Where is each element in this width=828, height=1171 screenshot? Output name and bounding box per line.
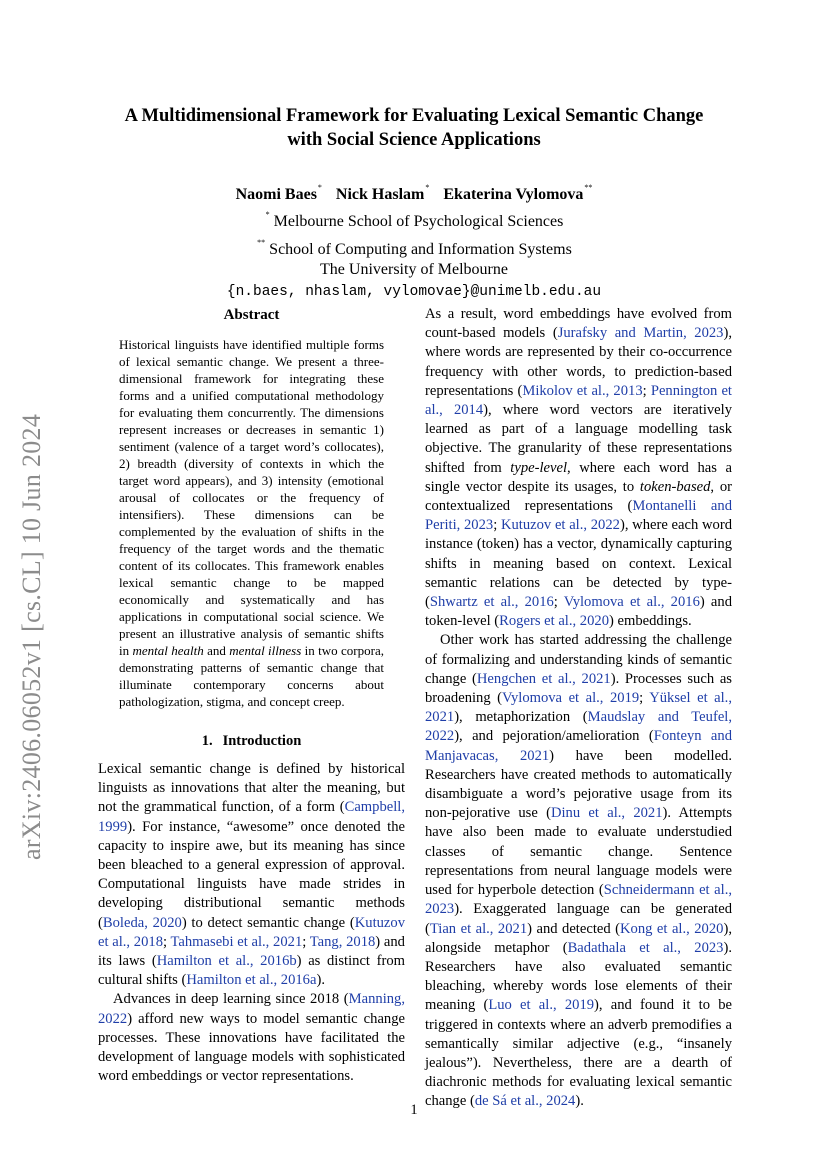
citation-link[interactable]: Kutuzov et al., 2018 [98, 914, 405, 950]
citation-link[interactable]: Mikolov et al., 2013 [522, 382, 643, 399]
body-paragraph [98, 760, 405, 990]
text-run: ), and pejoration/amelioration ( [454, 728, 654, 745]
text-run: ). For instance, “awesome” once denoted the capacity to inspire awe, but its meaning has since been bleached to a general expression of approval. Computational linguists have made strides in developing distributional semantic methods ( [98, 818, 405, 931]
citation-link[interactable]: Tian et al., 2021 [429, 920, 528, 937]
section-heading [98, 731, 405, 751]
citation-link[interactable]: Rogers et al., 2020 [499, 613, 609, 630]
citation-link[interactable]: Manning, 2022 [98, 991, 405, 1027]
body-paragraph [425, 305, 732, 631]
text-run: ; [163, 933, 171, 950]
arxiv-identifier[interactable]: arXiv:2406.06052v1 [cs.CL] 10 Jun 2024 [17, 413, 46, 860]
text-run: ), where word vectors are iteratively learned as part of a language modelling task objective. The granularity of these representations shifted from [425, 402, 732, 476]
text-run: As a result, word embeddings have evolved from count-based models ( [425, 306, 732, 342]
text-run: and [203, 643, 230, 658]
text-run: ; [642, 382, 651, 399]
citation-link[interactable]: de Sá et al., 2024 [474, 1093, 576, 1110]
abstract-text [119, 336, 384, 710]
citation-link[interactable]: Dinu et al., 2021 [550, 805, 663, 822]
text-run: ) embeddings. [609, 613, 692, 630]
citation-link[interactable]: Vylomova et al., 2019 [502, 690, 640, 707]
citation-link[interactable]: Yüksel et al., 2021 [425, 690, 732, 726]
author-name: Ekaterina Vylomova [443, 186, 584, 203]
introduction-body-left [98, 760, 405, 1086]
text-run: ), alongside metaphor ( [425, 920, 732, 956]
text-run: ). Exaggerated language can be generated ( [425, 901, 732, 937]
text-run: ) as distinct from cultural shifts ( [98, 953, 405, 989]
text-run: Historical linguists have identified multiple forms of lexical semantic change. We present a three-dimensional framework for integrating these forms and a unified computational methodology for evaluating them concurrently. The dimensions represent increases or decreases in semantic 1) sentiment (valence of a target word’s collocates), 2) breadth (diversity of contexts in which the target word appears), and 3) intensity (emotional arousal of collocates or the frequency of intensifiers). These dimensions can be complemented by the evaluation of shifts in the frequency of the target words and the thematic content of its collocates. This framework enables lexical semantic change to be mapped economically and systematically and has applications in computational social science. We present an illustrative analysis of semantic shifts in [119, 337, 384, 658]
text-run: ) and its laws ( [98, 933, 405, 970]
text-run: Lexical semantic change is defined by historical linguists as innovations that alter the meaning, but not the grammatical function, of a form ( [98, 761, 405, 816]
emphasized-text: mental health [132, 643, 204, 658]
affiliation-text: School of Computing and Information Systems [269, 240, 572, 258]
text-run: ; [302, 933, 310, 950]
paper-header [80, 104, 748, 302]
text-run: ). Processes such as broadening ( [425, 670, 732, 707]
emphasized-text: token-based [639, 478, 711, 495]
text-run: ), where each word instance (token) has a vector, dynamically capturing shifts in meaning based on context. Lexical semantic relations can be detected by type- ( [425, 517, 733, 611]
citation-link[interactable]: Boleda, 2020 [102, 914, 182, 931]
text-run: Advances in deep learning since 2018 ( [113, 991, 349, 1008]
citation-link[interactable]: Kong et al., 2020 [620, 920, 724, 937]
text-run: , where each word has a single vector despite its usages, to [425, 459, 732, 495]
citation-link[interactable]: Vylomova et al., 2016 [563, 594, 700, 611]
affiliation-text: Melbourne School of Psychological Sciences [273, 213, 564, 230]
citation-link[interactable]: Shwartz et al., 2016 [429, 594, 554, 611]
citation-link[interactable]: Kutuzov et al., 2022 [500, 517, 620, 534]
citation-link[interactable]: Hamilton et al., 2016a [186, 972, 317, 989]
emphasized-text: type-level [510, 459, 568, 476]
affiliation-line [80, 233, 748, 261]
citation-link[interactable]: Maudslay and Teufel, 2022 [425, 709, 732, 745]
section-number: 1. [201, 733, 213, 749]
text-run: Other work has started addressing the challenge of formalizing and understanding kinds of semantic change ( [425, 632, 732, 687]
author-name: Naomi Baes [235, 186, 317, 203]
citation-link[interactable]: Pennington et al., 2014 [425, 382, 732, 419]
citation-link[interactable]: Schneidermann et al., 2023 [425, 882, 733, 918]
text-run: ) and detected ( [527, 920, 620, 937]
text-run: ) and token-level ( [425, 594, 732, 630]
affiliation-mark: * [265, 210, 270, 219]
title-line-1: A Multidimensional Framework for Evaluating Lexical Semantic Change [124, 106, 704, 126]
author-affiliation-mark: * [425, 183, 430, 192]
affiliation-line [80, 205, 748, 233]
page-number: 1 [410, 1102, 418, 1118]
citation-link[interactable]: Badathala et al., 2023 [567, 939, 724, 956]
text-run: ) have been modelled. Researchers have created methods to automatically disambiguate a word’s pejorative usage from its non-pejorative use ( [425, 747, 732, 822]
introduction-body-right [425, 305, 732, 1112]
text-run: , or contextualized representations ( [425, 478, 732, 515]
text-run: ) to detect semantic change ( [181, 914, 355, 931]
author-affiliation-mark: ** [584, 183, 593, 192]
abstract-heading: Abstract [223, 307, 280, 323]
text-run: ) afford new ways to model semantic change processes. These innovations have facilitated the development of language models with sophisticated word embeddings or vector representations. [98, 1010, 405, 1085]
citation-link[interactable]: Tang, 2018 [309, 933, 376, 950]
text-run: ; [553, 594, 564, 611]
citation-link[interactable]: Hamilton et al., 2016b [156, 953, 297, 970]
paper-title [80, 104, 748, 152]
affiliation-line [80, 260, 748, 281]
text-run: in two corpora, demonstrating patterns of semantic change that illuminate contemporary concerns about pathologization, stigma, and concept creep. [119, 643, 384, 709]
citation-link[interactable]: Tahmasebi et al., 2021 [170, 933, 303, 950]
citation-link[interactable]: Fonteyn and Manjavacas, 2021 [425, 728, 732, 764]
section-title: Introduction [222, 733, 302, 749]
citation-link[interactable]: Luo et al., 2019 [488, 997, 595, 1014]
text-run: ). Researchers have also evaluated semantic bleaching, whereby words lose elements of their meaning ( [425, 939, 732, 1014]
body-paragraph [425, 631, 732, 1111]
text-run: ), metaphorization ( [454, 709, 588, 726]
right-column [425, 305, 732, 1112]
text-run: ), and found it to be triggered in contexts where an adverb premodifies a semantically similar adjective (e.g., “insanely jealous”). Nevertheless, there are a dearth of diachronic methods for evaluating lexical semantic change ( [425, 997, 732, 1110]
body-paragraph [98, 990, 405, 1086]
author-affiliation-mark: * [317, 183, 322, 192]
text-run: ). [575, 1093, 584, 1110]
author-list [80, 178, 748, 205]
citation-link[interactable]: Hengchen et al., 2021 [476, 670, 611, 687]
text-run: ; [493, 517, 501, 534]
left-column [98, 305, 405, 1086]
affiliation-mark: ** [257, 237, 266, 247]
text-run: ; [639, 690, 650, 707]
citation-link[interactable]: Montanelli and Periti, 2023 [425, 498, 732, 534]
text-run: ). Attempts have also been made to evaluate understudied classes of semantic change. Sentence representations from neural language models were used for hyperbole detection ( [425, 805, 732, 899]
affiliation-text: The University of Melbourne [320, 261, 508, 278]
citation-link[interactable]: Campbell, 1999 [98, 799, 405, 835]
text-run: ). [316, 972, 325, 989]
title-line-2: with Social Science Applications [287, 130, 541, 150]
citation-link[interactable]: Jurafsky and Martin, 2023 [557, 325, 724, 342]
author-emails[interactable]: {n.baes, nhaslam, vylomovae}@unimelb.edu.au [226, 283, 602, 300]
emphasized-text: mental illness [229, 643, 302, 658]
text-run: ), where words are represented by their co-occurrence frequency with other words, to prediction-based representations ( [425, 325, 732, 399]
author-name: Nick Haslam [335, 186, 425, 203]
